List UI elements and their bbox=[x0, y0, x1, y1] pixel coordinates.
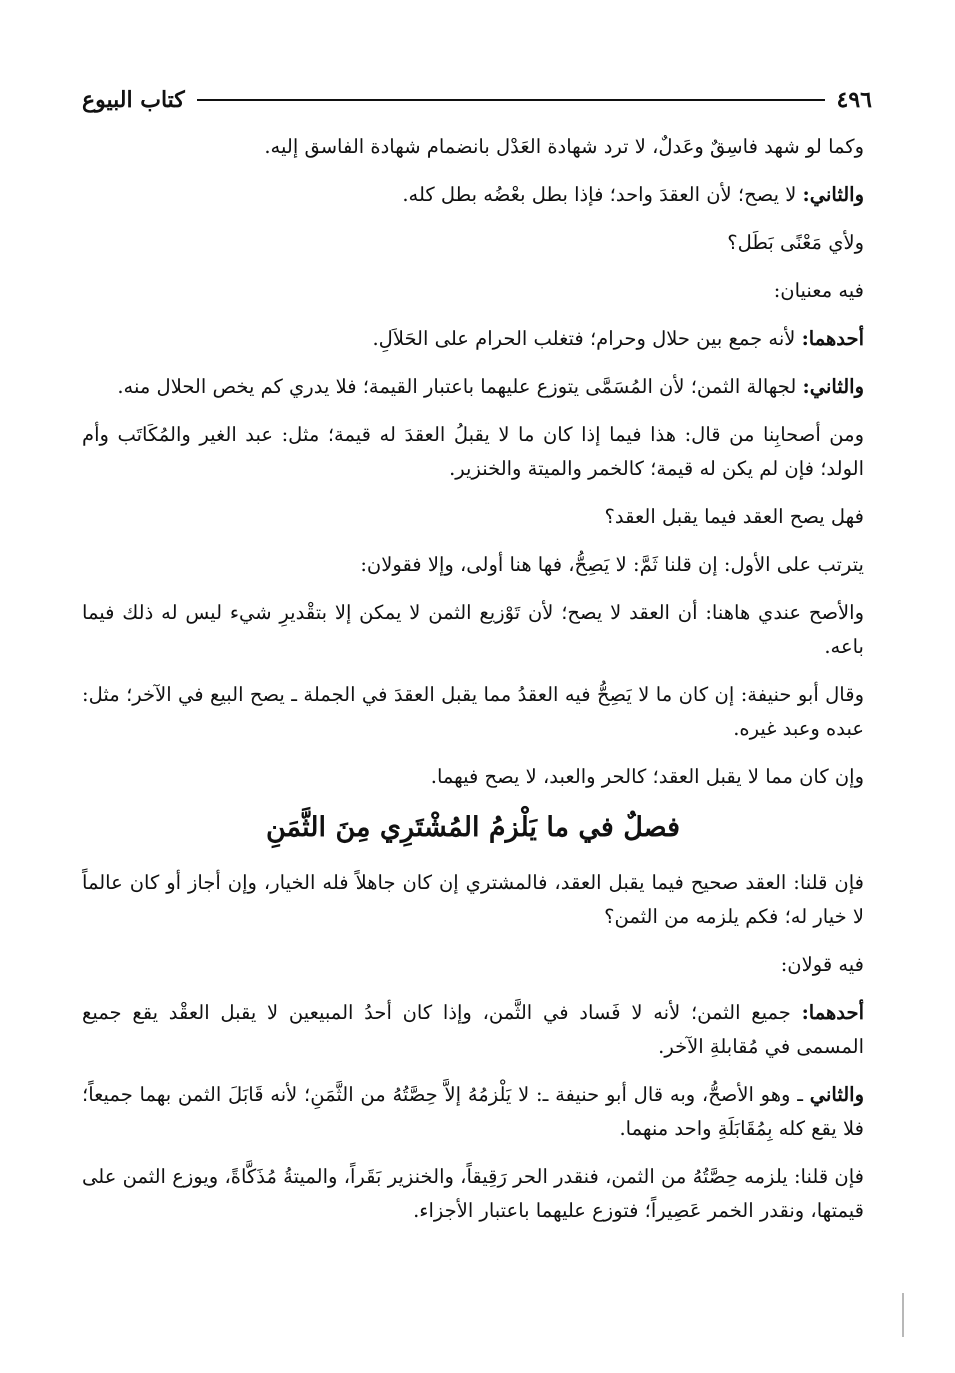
paragraph: والثاني ـ وهو الأصحُّ، وبه قال أبو حنيفة ـ: لا يَلْزمُهُ إلاَّ حِصَّتُهُ من الثَّمَنِ؛ لأنه قَابَلَ الثمن بهما جميعاً؛ فلا يقع كله بِمُقَابَلَةِ واحد منهما. bbox=[82, 1083, 864, 1140]
paragraph: أحدهما: جميع الثمن؛ لأنه لا فَساد في الثَّمن، وإذا كان أحدُ المبيعين لا يقبل العقْد يقع جميع المسمى في مُقابلةِ الآخر. bbox=[82, 1001, 864, 1058]
header-rule bbox=[197, 99, 825, 101]
paragraph: وكما لو شهد فاسِقٌ وعَدلٌ، لا ترد شهادة العَدْل بانضمام شهادة الفاسق إليه. bbox=[264, 135, 864, 158]
margin-mark bbox=[902, 1293, 904, 1337]
paragraph: والثاني: لجهالة الثمن؛ لأن المُسَمَّى يتوزع عليهما باعتبار القيمة؛ فلا يدري كم يخص الحلال منه. bbox=[117, 375, 864, 398]
paragraph: أحدهما: لأنه جمع بين حلال وحرام؛ فتغلب الحرام على الحَلاَلِ. bbox=[372, 327, 864, 350]
paragraph: والأصح عندي هاهنا: أن العقد لا يصح؛ لأن تَوْزيع الثمن لا يمكن إلا بتقْديرِ شيء ليس له ذلك فيما باعه. bbox=[82, 601, 864, 658]
paragraph: فيه قولان: bbox=[780, 953, 864, 976]
body-text bbox=[82, 130, 864, 1242]
paragraph: يترتب على الأول: إن قلنا ثَمَّ: لا يَصِحُّ، فها هنا أولى، وإلا فقولان: bbox=[360, 553, 864, 576]
page-header bbox=[82, 82, 872, 118]
section-title: فصلٌ في ما يَلْزمُ المُشْتَرِي مِنَ الثَّمَنِ bbox=[266, 812, 680, 843]
paragraph: ومن أصحابِنا من قال: هذا فيما إذا كان ما لا يقبلُ العقدَ له قيمة؛ مثل: عبد الغير والمُكَاتَب وأم الولد؛ فإن لم يكن له قيمة؛ كالخمر والميتة والخنزير. bbox=[82, 423, 864, 480]
paragraph: فإن قلنا: يلزمه حِصَّتُهُ من الثمن، فنقدر الحر رَقِيقاً، والخنزير بَقَراً، والميتةُ مُذَكَّاةً، ويوزع الثمن على قيمتها، ونقدر الخمر عَصِيراً؛ فتوزع عليهما باعتبار الأجزاء. bbox=[82, 1165, 864, 1222]
paragraph: والثاني: لا يصح؛ لأن العقدَ واحد؛ فإذا بطل بعْضُه بطل كله. bbox=[402, 183, 864, 206]
paragraph: فهل يصح العقد فيما يقبل العقد؟ bbox=[604, 505, 864, 528]
paragraph: فإن قلنا: العقد صحيح فيما يقبل العقد، فالمشتري إن كان جاهلاً فله الخيار، وإن أجاز أو كان عالماً لا خيار له؛ فكم يلزمه من الثمن؟ bbox=[82, 871, 864, 928]
paragraph: وقال أبو حنيفة: إن كان ما لا يَصِحُّ فيه العقدُ مما يقبل العقدَ في الجملة ـ يصح البيع في الآخر؛ مثل: عبده وعبد غيره. bbox=[82, 683, 864, 740]
book-title: كتاب البيوع bbox=[82, 87, 185, 113]
paragraph: فيه معنيان: bbox=[773, 279, 864, 302]
page-number: ٤٩٦ bbox=[836, 87, 872, 113]
paragraph: وإن كان مما لا يقبل العقد؛ كالحر والعبد، لا يصح فيهما. bbox=[430, 765, 864, 788]
paragraph: ولأي مَعْنًى بَطَل؟ bbox=[727, 231, 864, 254]
